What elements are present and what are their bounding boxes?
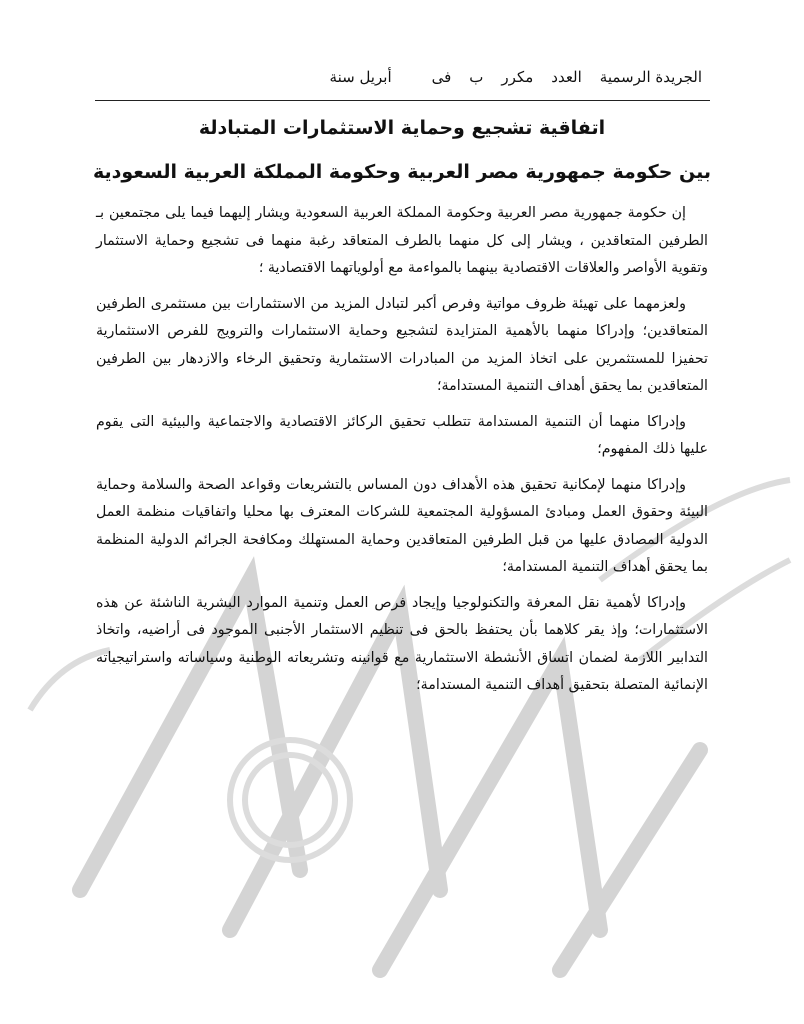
header-divider: [95, 100, 710, 101]
paragraph-2: [96, 291, 708, 401]
gazette-header: [95, 62, 710, 92]
paragraph-5: [96, 590, 708, 700]
header-in: فى: [431, 68, 452, 86]
agreement-title: اتفاقية تشجيع وحماية الاستثمارات المتبادلة: [198, 117, 606, 139]
paragraph-5-text: وإدراكا لأهمية نقل المعرفة والتكنولوجيا وإيجاد فرص العمل وتنمية الموارد البشرية الناشئة عن هذه الاستثمارات؛ وإذ يقر كلاهما بأن يحتفظ بالحق فى تنظيم الاستثمار الأجنبى الموجود فى أراضيه، واتخاذ التدابير اللازمة لضمان اتساق الأنشطة الاستثمارية مع قوانينه وتشريعاته الوطنية وسياساته واستراتيجياته الإنمائية المتصلة بتحقيق أهداف التنمية المستدامة؛: [96, 594, 708, 693]
agreement-body: [96, 200, 708, 708]
header-date: أبريل سنة: [329, 68, 392, 86]
paragraph-2-text: ولعزمهما على تهيئة ظروف مواتية وفرص أكبر لتبادل المزيد من الاستثمارات بين مستثمرى الطرفين المتعاقدين؛ وإدراكا منهما بالأهمية المتزايدة لتشجيع وحماية الاستثمارات والترويج للفرص الاستثمارية تحفيزا للمستثمرين على اتخاذ المزيد من المبادرات الاستثمارية وتحقيق الرخاء والازدهار بين الطرفين المتعاقدين بما يحقق أهداف التنمية المستدامة؛: [96, 295, 708, 394]
paragraph-4-text: وإدراكا منهما لإمكانية تحقيق هذه الأهداف دون المساس بالتشريعات وقواعد الصحة والسلامة وحماية البيئة وحقوق العمل ومبادئ المسؤولية المجتمعية للشركات المعترف بها محليا واتفاقيات منظمة العمل الدولية المصادق عليها من قبل الطرفين المتعاقدين وحماية المستهلك ومكافحة الجرائم الدولية المنظمة بما يحقق أهداف التنمية المستدامة؛: [96, 476, 708, 575]
header-gazette: الجريدة الرسمية: [599, 68, 702, 86]
paragraph-3-text: وإدراكا منهما أن التنمية المستدامة تتطلب تحقيق الركائز الاقتصادية والاجتماعية والبيئية التى يقوم عليها ذلك المفهوم؛: [96, 413, 708, 457]
paragraph-1: [96, 200, 708, 283]
header-repeat: مكرر: [501, 68, 534, 86]
paragraph-3: [96, 409, 708, 464]
header-issue: العدد: [551, 68, 582, 86]
agreement-subtitle: بين حكومة جمهورية مصر العربية وحكومة المملكة العربية السعودية: [92, 161, 712, 183]
header-letter: ب: [469, 68, 484, 86]
paragraph-1-text: إن حكومة جمهورية مصر العربية وحكومة المملكة العربية السعودية ويشار إليهما فيما يلى مجتمعين بـ الطرفين المتعاقدين ، ويشار إلى كل منهما بالطرف المتعاقد رغبة منهما فى تشجيع وحماية الاستثمار وتقوية الأواصر والعلاقات الاقتصادية بينهما بالمواءمة مع أولوياتهما الاقتصادية ؛: [96, 205, 708, 276]
paragraph-4: [96, 472, 708, 582]
